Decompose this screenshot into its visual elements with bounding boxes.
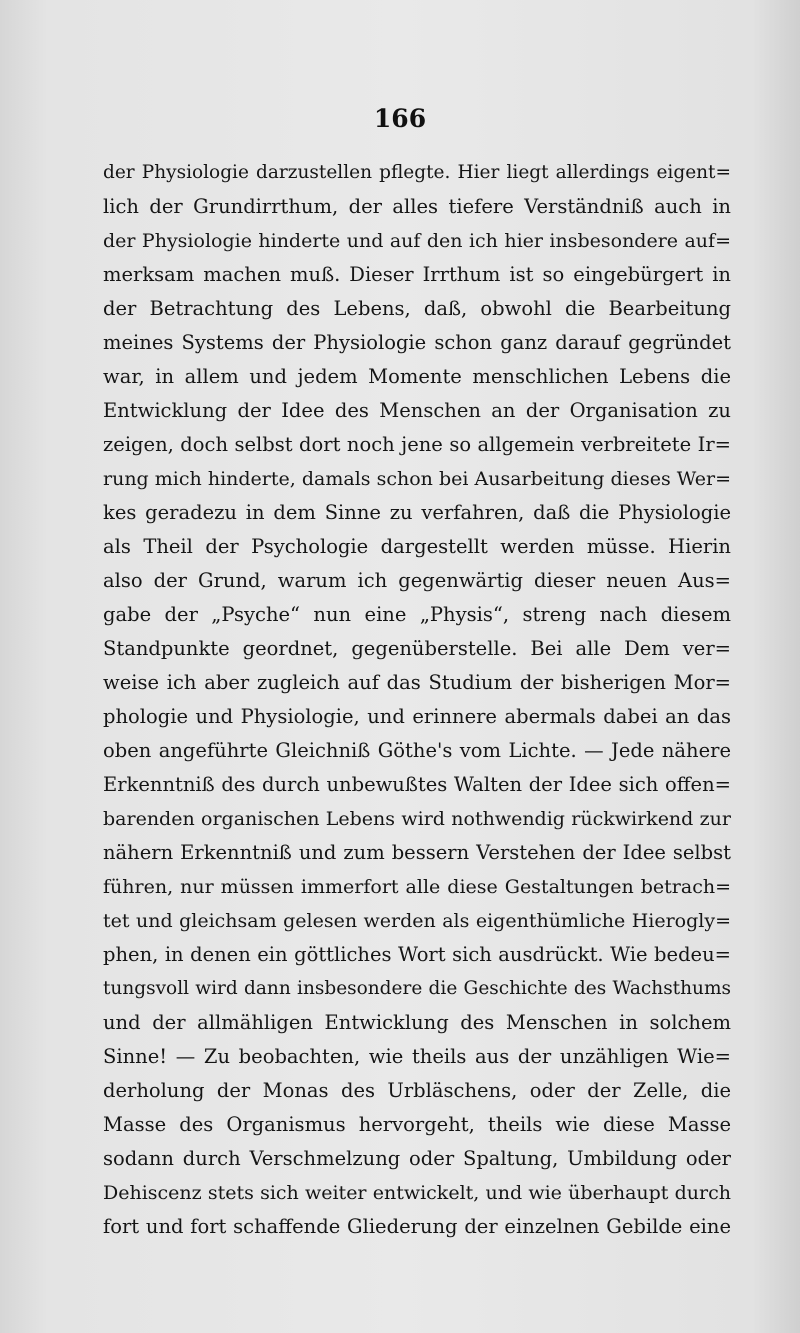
page-number: 166 xyxy=(373,104,427,133)
text-line: der Physiologie hinderte und auf den ich hier insbesondere auf= xyxy=(103,230,731,252)
text-line: barenden organischen Lebens wird nothwendig rückwirkend zur xyxy=(103,808,731,830)
text-line: Entwicklung der Idee des Menschen an der Organisation zu xyxy=(103,399,731,422)
text-line: gabe der „Psyche“ nun eine „Physis“, streng nach diesem xyxy=(103,603,731,626)
text-line: derholung der Monas des Urbläschens, oder der Zelle, die xyxy=(103,1079,731,1102)
text-line: war, in allem und jedem Momente menschlichen Lebens die xyxy=(103,365,731,388)
text-line: rung mich hinderte, damals schon bei Ausarbeitung dieses Wer= xyxy=(103,468,731,490)
text-line: der Physiologie darzustellen pflegte. Hier liegt allerdings eigent= xyxy=(103,162,731,183)
text-line: Masse des Organismus hervorgeht, theils wie diese Masse xyxy=(103,1113,731,1136)
text-line: meines Systems der Physiologie schon ganz darauf gegründet xyxy=(103,331,731,354)
text-line: fort und fort schaffende Gliederung der einzelnen Gebilde eine xyxy=(103,1215,731,1238)
text-line: lich der Grundirrthum, der alles tiefere Verständniß auch in xyxy=(103,195,731,218)
text-line: weise ich aber zugleich auf das Studium der bisherigen Mor= xyxy=(103,671,731,694)
text-line: kes geradezu in dem Sinne zu verfahren, daß die Physiologie xyxy=(103,501,731,524)
text-line: Erkenntniß des durch unbewußtes Walten der Idee sich offen= xyxy=(103,773,731,796)
text-line: als Theil der Psychologie dargestellt werden müsse. Hierin xyxy=(103,535,731,558)
text-line: tungsvoll wird dann insbesondere die Geschichte des Wachsthums xyxy=(103,978,731,999)
text-line: phologie und Physiologie, und erinnere abermals dabei an das xyxy=(103,705,731,728)
text-line: sodann durch Verschmelzung oder Spaltung, Umbildung oder xyxy=(103,1147,731,1170)
text-line: oben angeführte Gleichniß Göthe's vom Lichte. — Jede nähere xyxy=(103,739,731,762)
text-line: Sinne! — Zu beobachten, wie theils aus der unzähligen Wie= xyxy=(103,1045,731,1068)
text-line: Dehiscenz stets sich weiter entwickelt, und wie überhaupt durch xyxy=(103,1182,731,1204)
text-line: also der Grund, warum ich gegenwärtig dieser neuen Aus= xyxy=(103,569,731,592)
body-text xyxy=(103,156,731,1244)
text-line: und der allmähligen Entwicklung des Menschen in solchem xyxy=(103,1011,731,1034)
text-line: nähern Erkenntniß und zum bessern Verstehen der Idee selbst xyxy=(103,841,731,864)
text-line: zeigen, doch selbst dort noch jene so allgemein verbreitete Ir= xyxy=(103,433,731,456)
text-line: der Betrachtung des Lebens, daß, obwohl die Bearbeitung xyxy=(103,297,731,320)
text-line: tet und gleichsam gelesen werden als eigenthümliche Hierogly= xyxy=(103,910,731,932)
text-line: phen, in denen ein göttliches Wort sich ausdrückt. Wie bedeu= xyxy=(103,943,731,966)
text-line: führen, nur müssen immerfort alle diese Gestaltungen betrach= xyxy=(103,876,731,898)
text-line: Standpunkte geordnet, gegenüberstelle. Bei alle Dem ver= xyxy=(103,637,731,660)
text-line: merksam machen muß. Dieser Irrthum ist so eingebürgert in xyxy=(103,263,731,286)
